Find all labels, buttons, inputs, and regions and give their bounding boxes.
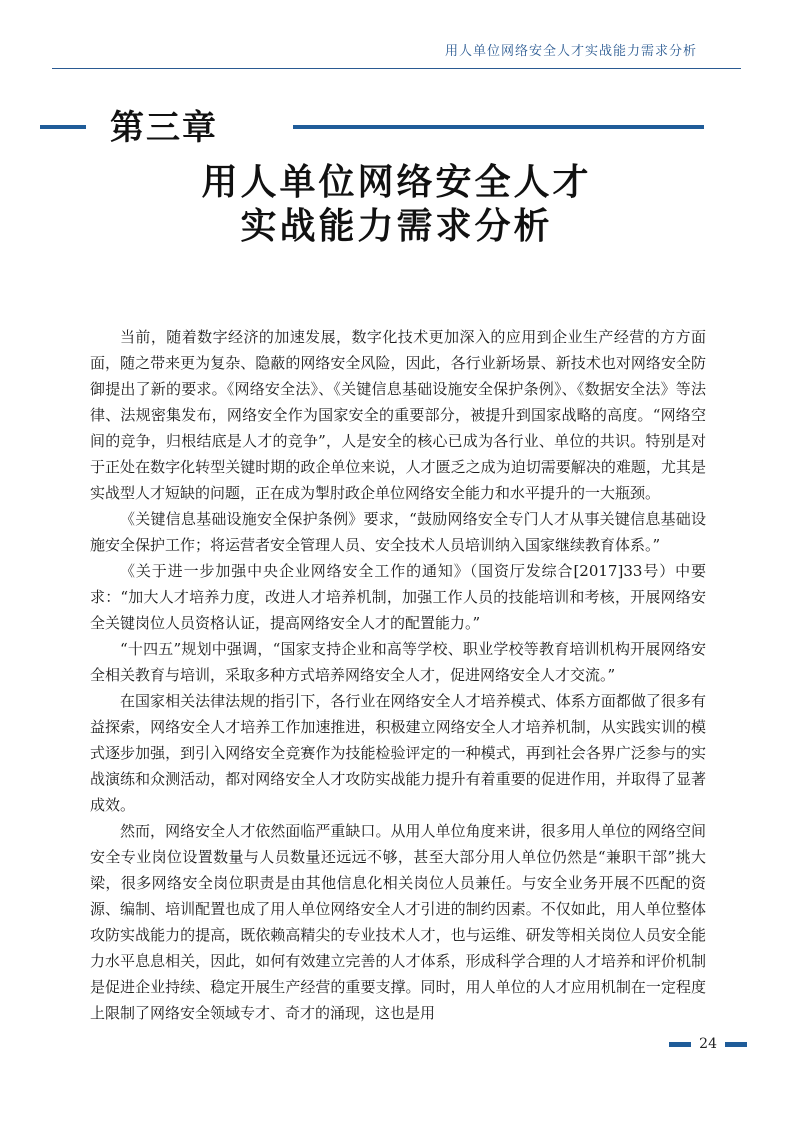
header-rule: [52, 68, 741, 69]
paragraph-industry-practice: 在国家相关法律法规的指引下，各行业在网络安全人才培养模式、体系方面都做了很多有益探索，网络安全人才培养工作加速推进，积极建立网络安全人才培养机制，从实践实训的模式逐步加强，到引入网络安全竞赛作为技能检验评定的一种模式，再到社会各界广泛参与的实战演练和众测活动，都对网络安全人才攻防实战能力提升有着重要的促进作用，并取得了显著成效。: [90, 692, 706, 814]
footer-right-bar: [725, 1042, 747, 1047]
chapter-title-line-2: 实战能力需求分析: [240, 205, 553, 247]
paragraph-intro: 当前，随着数字经济的加速发展，数字化技术更加深入的应用到企业生产经营的方方面面，随之带来更为复杂、隐蔽的网络安全风险，因此，各行业新场景、新技术也对网络安全防御提出了新的要求。《网络安全法》、《关键信息基础设施安全保护条例》、《数据安全法》等法律、法规密集发布，网络安全作为国家安全的重要部分，被提升到国家战略的高度。“网络空间的竞争，归根结底是人才的竞争”，人是安全的核心已成为各行业、单位的共识。特别是对于正处在数字化转型关键时期的政企单位来说，人才匮乏之成为迫切需要解决的难题，尤其是实战型人才短缺的问题，正在成为掣肘政企单位网络安全能力和水平提升的一大瓶颈。: [90, 328, 706, 502]
running-header: 用人单位网络安全人才实战能力需求分析: [444, 44, 697, 59]
chapter-right-bar: [293, 125, 704, 129]
chapter-left-bar: [40, 125, 86, 129]
paragraph-regulation-quote: 《关键信息基础设施安全保护条例》要求，“鼓励网络安全专门人才从事关键信息基础设施安全保护工作；将运营者安全管理人员、安全技术人员培训纳入国家继续教育体系。”: [90, 510, 706, 554]
page-number: 24: [699, 1036, 717, 1052]
paragraph-fourteenth-plan: “十四五”规划中强调，“国家支持企业和高等学校、职业学校等教育培训机构开展网络安全相关教育与培训，采取多种方式培养网络安全人才，促进网络安全人才交流。”: [90, 640, 706, 684]
body-text: [90, 324, 706, 1026]
chapter-title-line-1: 用人单位网络安全人才: [201, 161, 592, 203]
footer-left-bar: [669, 1042, 691, 1047]
page-footer: [669, 1034, 747, 1054]
chapter-title: [0, 160, 793, 248]
paragraph-talent-gap: 然而，网络安全人才依然面临严重缺口。从用人单位角度来讲，很多用人单位的网络空间安全专业岗位设置数量与人员数量还远远不够，甚至大部分用人单位仍然是“兼职干部”挑大梁，很多网络安全岗位职责是由其他信息化相关岗位人员兼任。与安全业务开展不匹配的资源、编制、培训配置也成了用人单位网络安全人才引进的制约因素。不仅如此，用人单位整体攻防实战能力的提高，既依赖高精尖的专业技术人才，也与运维、研发等相关岗位人员安全能力水平息息相关，因此，如何有效建立完善的人才体系，形成科学合理的人才培养和评价机制是促进企业持续、稳定开展生产经营的重要支撑。同时，用人单位的人才应用机制在一定程度上限制了网络安全领域专才、奇才的涌现，这也是用: [90, 822, 706, 1022]
paragraph-sasac-notice: 《关于进一步加强中央企业网络安全工作的通知》（国资厅发综合[2017]33号）中要求：“加大人才培养力度，改进人才培养机制，加强工作人员的技能培训和考核，开展网络安全关键岗位人员资格认证，提高网络安全人才的配置能力。”: [90, 562, 706, 632]
chapter-heading-row: [0, 108, 793, 148]
chapter-label: 第三章: [110, 108, 218, 148]
